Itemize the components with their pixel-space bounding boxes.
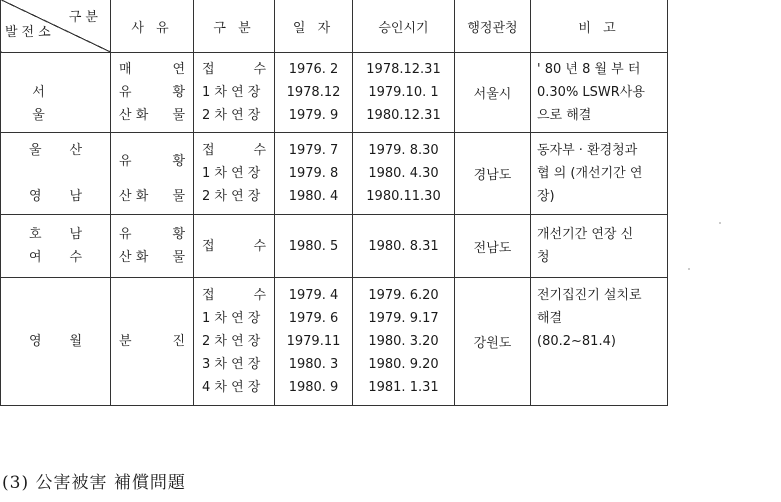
- reason-text: 유: [119, 227, 132, 242]
- approval-cell: [353, 53, 455, 133]
- date-text: 1976. 2: [288, 62, 339, 77]
- corner-header-category: 구분: [68, 10, 102, 25]
- reason-cell: [111, 215, 194, 278]
- date-text: 1979. 4: [288, 288, 339, 303]
- remarks-text: (80.2~81.4): [537, 334, 616, 349]
- corner-header-cell: [1, 0, 111, 53]
- category-cell: [194, 133, 275, 215]
- category-cell: [194, 53, 275, 133]
- category-text: 접: [202, 143, 215, 158]
- reason-cell: [111, 278, 194, 406]
- date-text: 1980. 9: [288, 380, 339, 395]
- corner-header-plant: 발전소: [5, 25, 55, 40]
- approval-date: 1980. 9.20: [368, 357, 439, 372]
- date-text: 1979. 9: [288, 108, 339, 123]
- approval-date: 1979.10. 1: [368, 85, 439, 100]
- reason-text: 물: [172, 108, 185, 123]
- plant-name: 서 울: [32, 85, 75, 123]
- approval-date: 1978.12.31: [366, 62, 441, 77]
- reason-text: 진: [172, 334, 185, 349]
- reason-text: 황: [172, 227, 185, 242]
- reason-text: 연: [172, 62, 185, 77]
- reason-cell: [111, 133, 194, 215]
- table-row-honam-yeosu: [1, 215, 668, 278]
- category-text: 1 차 연 장: [202, 85, 261, 100]
- category-cell: [194, 215, 275, 278]
- plant-cell: [1, 278, 111, 406]
- section-heading: (3) 公害被害 補償問題: [2, 473, 186, 493]
- plant-name: 울: [29, 143, 42, 158]
- header-row: [1, 0, 668, 53]
- category-text: 1 차 연 장: [202, 311, 261, 326]
- category-text: 2 차 연 장: [202, 334, 261, 349]
- header-reason: 사 유: [111, 0, 194, 53]
- approval-date: 1980.11.30: [366, 189, 441, 204]
- remarks-text: 개선기간 연장 신: [537, 227, 634, 242]
- remarks-text: 협 의 (개선기간 연: [537, 166, 643, 181]
- reason-text: 유: [119, 153, 132, 169]
- authority-cell: 서울시: [455, 53, 531, 133]
- plant-cell: [1, 133, 111, 215]
- date-cell: [275, 278, 353, 406]
- plant-name: 남: [69, 189, 82, 204]
- reason-cell: [111, 53, 194, 133]
- remarks-text: 청: [537, 250, 550, 265]
- approval-date: 1980. 4.30: [368, 166, 439, 181]
- header-date: 일 자: [275, 0, 353, 53]
- authority-cell: 전남도: [455, 215, 531, 278]
- table-row-ulsan-yeongnam: [1, 133, 668, 215]
- authority-cell: 강원도: [455, 278, 531, 406]
- remarks-cell: [531, 215, 668, 278]
- category-text: 1 차 연 장: [202, 166, 261, 181]
- table-row-seoul: [1, 53, 668, 133]
- plant-name: 영: [29, 334, 42, 349]
- approval-cell: [353, 133, 455, 215]
- reason-text: 물: [172, 188, 185, 204]
- category-text: 수: [253, 143, 266, 158]
- date-text: 1979. 6: [288, 311, 339, 326]
- date-cell: [275, 53, 353, 133]
- plant-name: 호: [29, 227, 42, 242]
- approval-date: 1980. 3.20: [368, 334, 439, 349]
- approval-cell: [353, 215, 455, 278]
- category-text: 2 차 연 장: [202, 189, 261, 204]
- reason-text: 황: [172, 153, 185, 169]
- category-text: 수: [253, 62, 266, 77]
- date-text: 1980. 4: [288, 189, 339, 204]
- remarks-cell: [531, 278, 668, 406]
- category-cell: [194, 278, 275, 406]
- header-approval: 승인시기: [353, 0, 455, 53]
- remarks-text: 0.30% LSWR사용: [537, 85, 645, 100]
- reason-text: 황: [172, 85, 185, 100]
- reason-text: 매: [119, 62, 132, 77]
- scan-speck: [719, 222, 721, 224]
- date-text: 1979.11: [286, 334, 341, 349]
- remarks-text: 전기집진기 설치로: [537, 288, 642, 303]
- plant-cell: [1, 53, 111, 133]
- reason-text: 분: [119, 334, 132, 349]
- remarks-text: 으로 해결: [537, 108, 592, 123]
- date-cell: [275, 215, 353, 278]
- approval-date: 1979. 8.30: [368, 143, 439, 158]
- reason-text: 물: [172, 250, 185, 265]
- date-text: 1980. 3: [288, 357, 339, 372]
- category-text: 수: [253, 238, 266, 254]
- category-text: 접: [202, 288, 215, 303]
- table-row-yeongwol: [1, 278, 668, 406]
- plant-name: 여: [29, 250, 42, 265]
- category-text: 수: [253, 288, 266, 303]
- approval-date: 1980.12.31: [366, 108, 441, 123]
- date-cell: [275, 133, 353, 215]
- reason-text: 유: [119, 85, 132, 100]
- plant-name: 월: [69, 334, 82, 349]
- category-text: 접: [202, 238, 215, 254]
- approval-date: 1979. 9.17: [368, 311, 439, 326]
- approval-date: 1979. 6.20: [368, 288, 439, 303]
- remarks-cell: [531, 53, 668, 133]
- remarks-text: 해결: [537, 311, 563, 326]
- remarks-cell: [531, 133, 668, 215]
- approval-date: 1980. 8.31: [368, 238, 439, 254]
- reason-text: 산 화: [119, 108, 149, 123]
- header-authority: 행정관청: [455, 0, 531, 53]
- date-text: 1979. 7: [288, 143, 339, 158]
- plant-name: 영: [29, 189, 42, 204]
- category-text: 4 차 연 장: [202, 380, 261, 395]
- category-text: 접: [202, 62, 215, 77]
- category-text: 2 차 연 장: [202, 108, 261, 123]
- remarks-text: 장): [537, 189, 555, 204]
- header-remarks: 비 고: [531, 0, 668, 53]
- date-text: 1978.12: [286, 85, 341, 100]
- date-text: 1980. 5: [288, 238, 339, 254]
- reason-text: 산 화: [119, 188, 149, 204]
- authority-cell: 경남도: [455, 133, 531, 215]
- remarks-text: 동자부 · 환경청과: [537, 143, 638, 158]
- category-text: 3 차 연 장: [202, 357, 261, 372]
- scan-speck: [688, 268, 690, 270]
- approval-date: 1981. 1.31: [368, 380, 439, 395]
- plant-name: 수: [69, 250, 82, 265]
- plant-cell: [1, 215, 111, 278]
- date-text: 1979. 8: [288, 166, 339, 181]
- plant-name: 남: [69, 227, 82, 242]
- plant-name: 산: [69, 143, 82, 158]
- header-category: 구 분: [194, 0, 275, 53]
- remarks-text: ' 80 년 8 월 부 터: [537, 62, 641, 77]
- reason-text: 산 화: [119, 250, 149, 265]
- approval-cell: [353, 278, 455, 406]
